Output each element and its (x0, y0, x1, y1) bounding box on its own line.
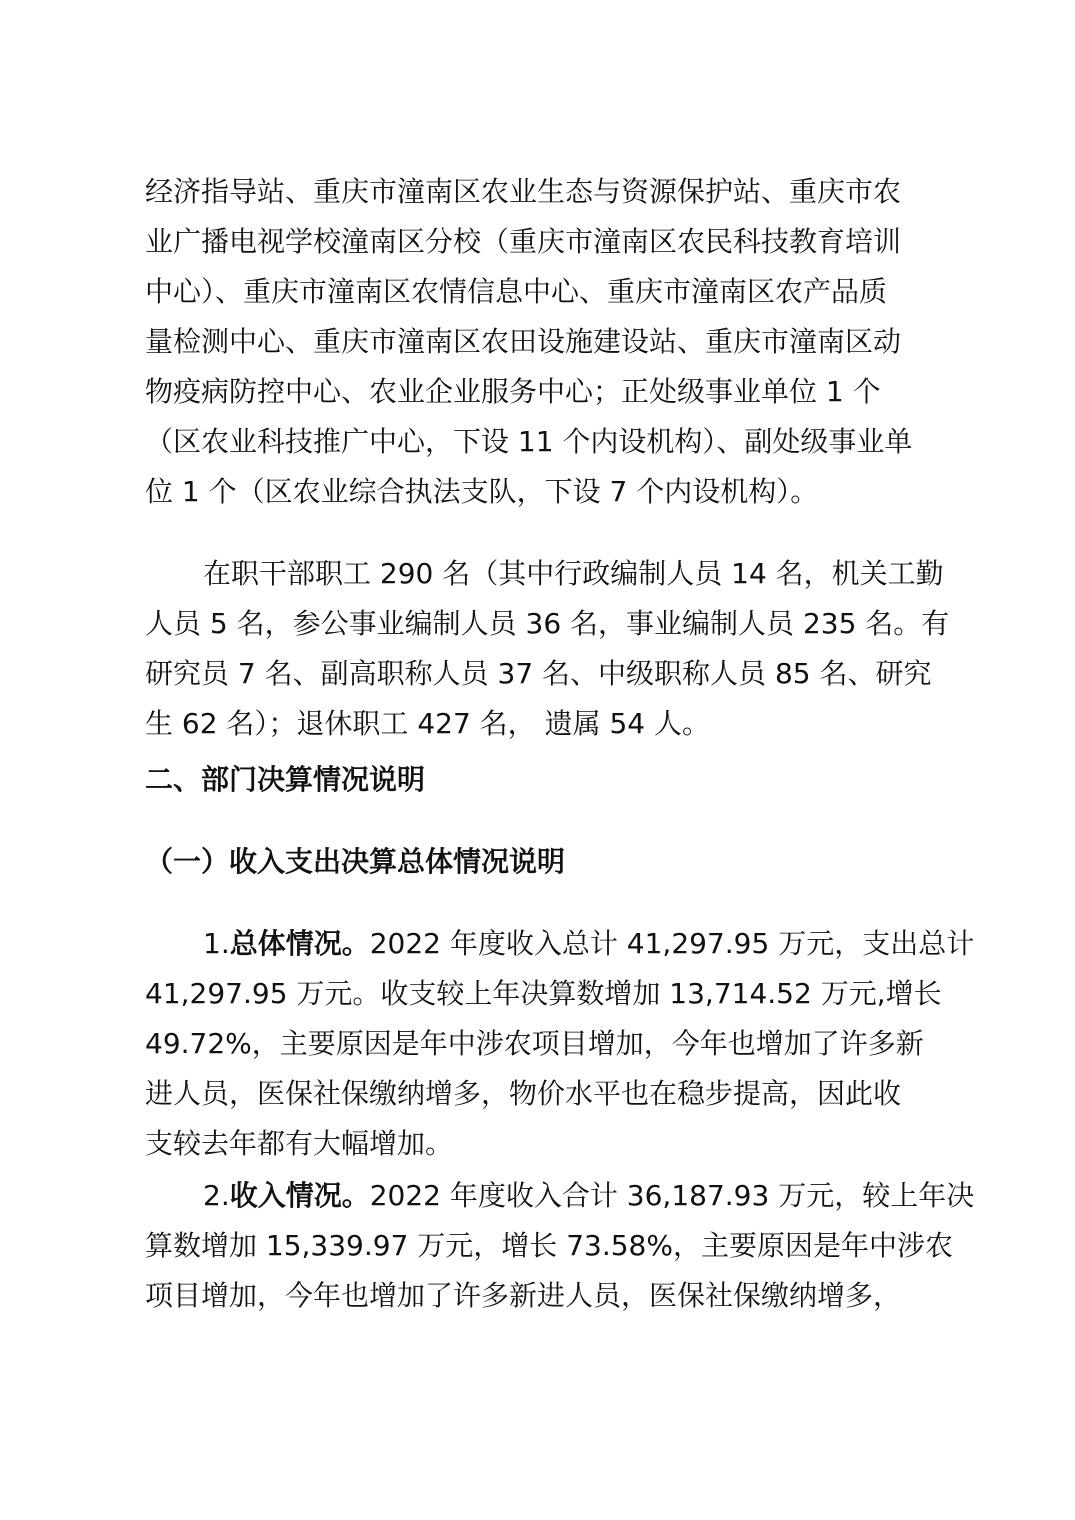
text-line: 支较去年都有大幅增加。 (145, 1127, 454, 1160)
text-line: （区农业科技推广中心，下设 11 个内设机构）、副处级事业单 (145, 425, 913, 458)
text-line: 进人员，医保社保缴纳增多，物价水平也在稳步提高，因此收 (145, 1077, 902, 1110)
text-line: 业广播电视学校潼南区分校（重庆市潼南区农民科技教育培训 (145, 225, 902, 258)
text-line: 在职干部职工 290 名（其中行政编制人员 14 名，机关工勤 (203, 557, 944, 590)
text-line: 量检测中心、重庆市潼南区农田设施建设站、重庆市潼南区动 (145, 325, 902, 358)
text-line: 经济指导站、重庆市潼南区农业生态与资源保护站、重庆市农 (145, 175, 902, 208)
subsection-heading: （一）收入支出决算总体情况说明 (145, 845, 566, 878)
text-line: 项目增加，今年也增加了许多新进人员，医保社保缴纳增多， (145, 1279, 902, 1312)
item-title: 总体情况。 (229, 927, 370, 960)
text-line: 41,297.95 万元。收支较上年决算数增加 13,714.52 万元,增长 (145, 977, 942, 1010)
item-text: 2022 年度收入总计 41,297.95 万元，支出总计 (369, 927, 975, 960)
item-number: 1. (203, 927, 230, 960)
text-line: 算数增加 15,339.97 万元，增长 73.58%，主要原因是年中涉农 (145, 1229, 953, 1262)
text-line: 49.72%，主要原因是年中涉农项目增加，今年也增加了许多新 (145, 1027, 924, 1060)
text-line (203, 924, 974, 964)
text-line: 中心）、重庆市潼南区农情信息中心、重庆市潼南区农产品质 (145, 275, 888, 308)
text-line: 位 1 个（区农业综合执法支队，下设 7 个内设机构）。 (145, 475, 819, 508)
item-number: 2. (203, 1179, 230, 1212)
text-line: 研究员 7 名、副高职称人员 37 名、中级职称人员 85 名、研究 (145, 657, 932, 690)
item-title: 收入情况。 (229, 1179, 370, 1212)
text-line: 人员 5 名，参公事业编制人员 36 名，事业编制人员 235 名。有 (145, 607, 950, 640)
text-line: 物疫病防控中心、农业企业服务中心；正处级事业单位 1 个 (145, 375, 881, 408)
text-line: 生 62 名）；退休职工 427 名， 遗属 54 人。 (145, 707, 711, 740)
text-line (203, 1176, 974, 1216)
item-text: 2022 年度收入合计 36,187.93 万元，较上年决 (369, 1179, 975, 1212)
section-heading: 二、部门决算情况说明 (145, 763, 426, 796)
